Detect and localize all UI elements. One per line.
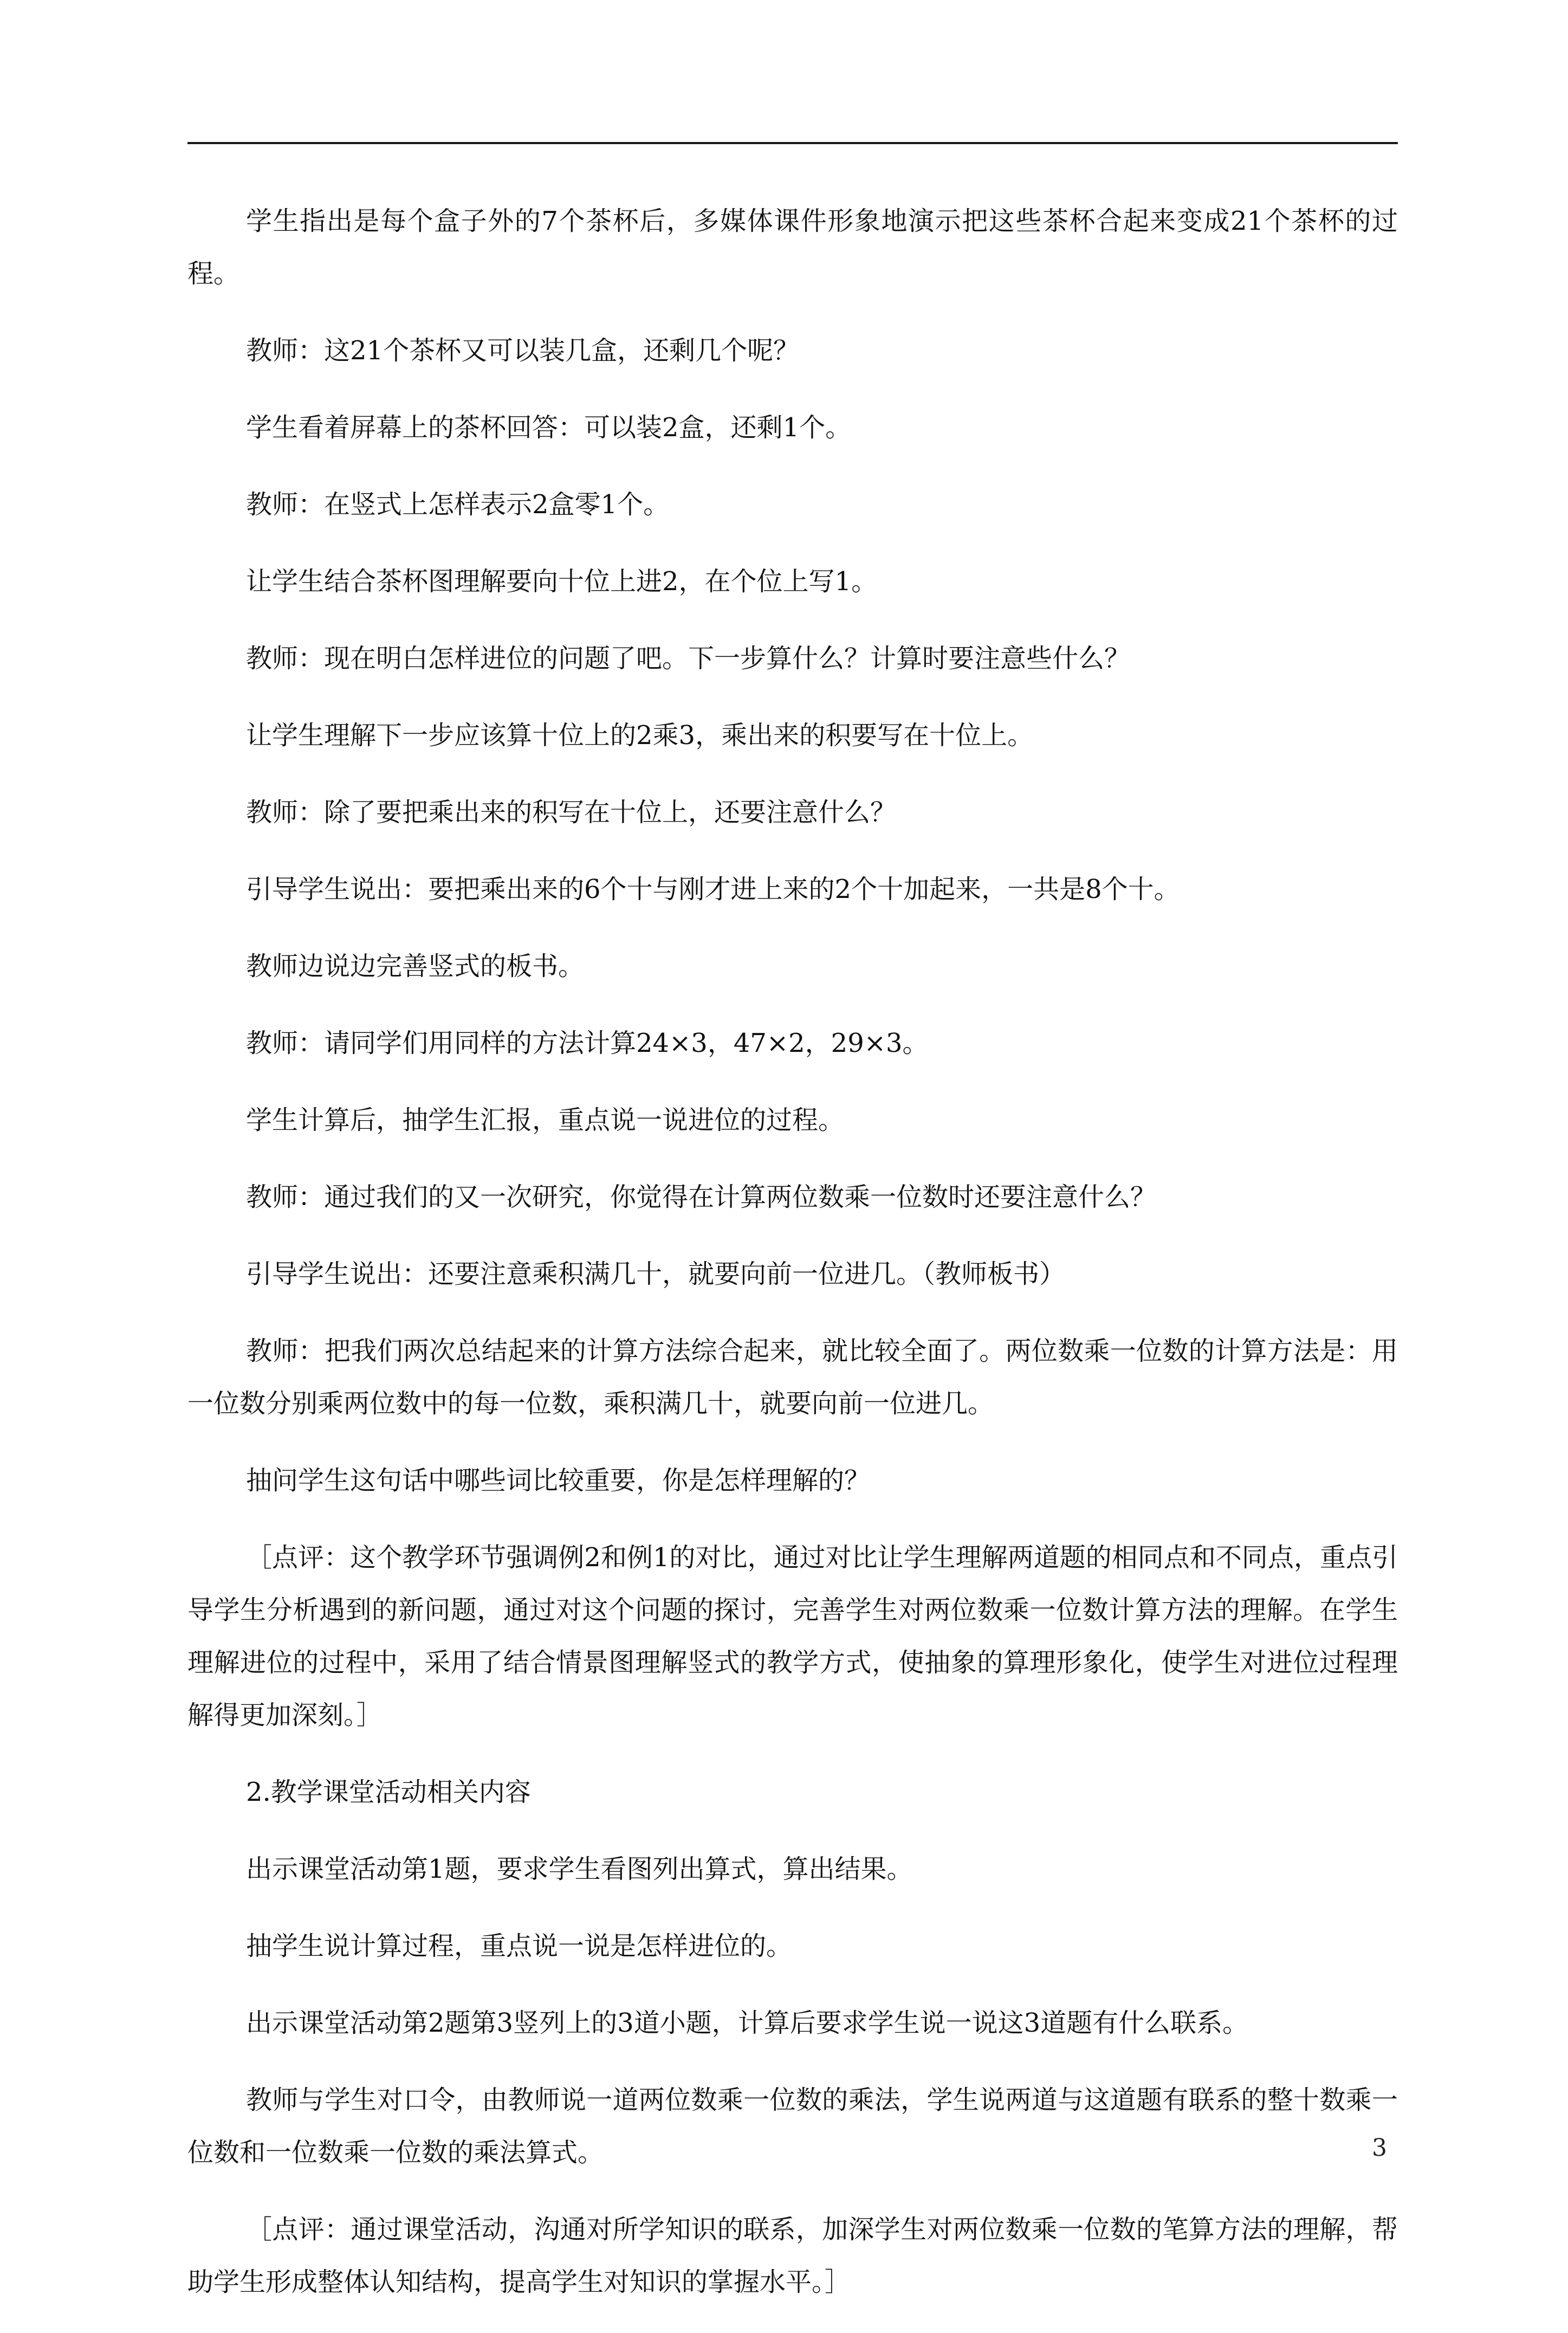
comment-paragraph: ［点评：这个教学环节强调例2和例1的对比，通过对比让学生理解两道题的相同点和不同点，重点引导学生分析遇到的新问题，通过对这个问题的探讨，完善学生对两位数乘一位数计算方法的理解。在学生理解进位的过程中，采用了结合情景图理解竖式的教学方式，使抽象的算理形象化，使学生对进位过程理解得更加深刻。］ <box>187 1542 1398 1730</box>
paragraph: 教师：在竖式上怎样表示2盒零1个。 <box>246 489 670 520</box>
paragraph: 教师与学生对口令，由教师说一道两位数乘一位数的乘法，学生说两道与这道题有联系的整十数乘一位数和一位数乘一位数的乘法算式。 <box>187 2085 1398 2168</box>
paragraph: 学生指出是每个盒子外的7个茶杯后，多媒体课件形象地演示把这些茶杯合起来变成21个茶杯的过程。 <box>187 206 1398 289</box>
paragraph: 教师：除了要把乘出来的积写在十位上，还要注意什么？ <box>246 797 897 828</box>
paragraph: 引导学生说出：还要注意乘积满几十，就要向前一位进几。（教师板书） <box>246 1259 1066 1289</box>
paragraph: 出示课堂活动第2题第3竖列上的3道小题，计算后要求学生说一说这3道题有什么联系。 <box>246 2008 1249 2038</box>
paragraph: 教师：通过我们的又一次研究，你觉得在计算两位数乘一位数时还要注意什么？ <box>246 1182 1157 1212</box>
section-heading: 2.教学课堂活动相关内容 <box>246 1777 531 1807</box>
document-body <box>187 195 1398 2333</box>
paragraph: 抽学生说计算过程，重点说一说是怎样进位的。 <box>246 1931 793 1961</box>
paragraph: 学生计算后，抽学生汇报，重点说一说进位的过程。 <box>246 1105 845 1135</box>
paragraph: 抽问学生这句话中哪些词比较重要，你是怎样理解的？ <box>246 1465 871 1496</box>
paragraph: 让学生结合茶杯图理解要向十位上进2，在个位上写1。 <box>246 566 878 597</box>
paragraph: 引导学生说出：要把乘出来的6个十与刚才进上来的2个十加起来，一共是8个十。 <box>246 874 1180 904</box>
paragraph: 教师：这21个茶杯又可以装几盒，还剩几个呢？ <box>246 335 800 366</box>
paragraph: 教师：把我们两次总结起来的计算方法综合起来，就比较全面了。两位数乘一位数的计算方法是：用一位数分别乘两位数中的每一位数，乘积满几十，就要向前一位进几。 <box>187 1336 1398 1419</box>
paragraph: 教师边说边完善竖式的板书。 <box>246 951 585 981</box>
header-rule <box>187 142 1398 144</box>
page-number: 3 <box>1372 2134 1387 2162</box>
paragraph: 教师：请同学们用同样的方法计算24×3，47×2，29×3。 <box>246 1028 929 1058</box>
paragraph: 教师：现在明白怎样进位的问题了吧。下一步算什么？计算时要注意些什么？ <box>246 643 1131 674</box>
paragraph: 学生看着屏幕上的茶杯回答：可以装2盒，还剩1个。 <box>246 412 852 443</box>
comment-paragraph: ［点评：通过课堂活动，沟通对所学知识的联系，加深学生对两位数乘一位数的笔算方法的理解，帮助学生形成整体认知结构，提高学生对知识的掌握水平。］ <box>187 2214 1398 2297</box>
paragraph: 让学生理解下一步应该算十位上的2乘3，乘出来的积要写在十位上。 <box>246 720 1034 751</box>
paragraph: 出示课堂活动第1题，要求学生看图列出算式，算出结果。 <box>246 1854 913 1884</box>
